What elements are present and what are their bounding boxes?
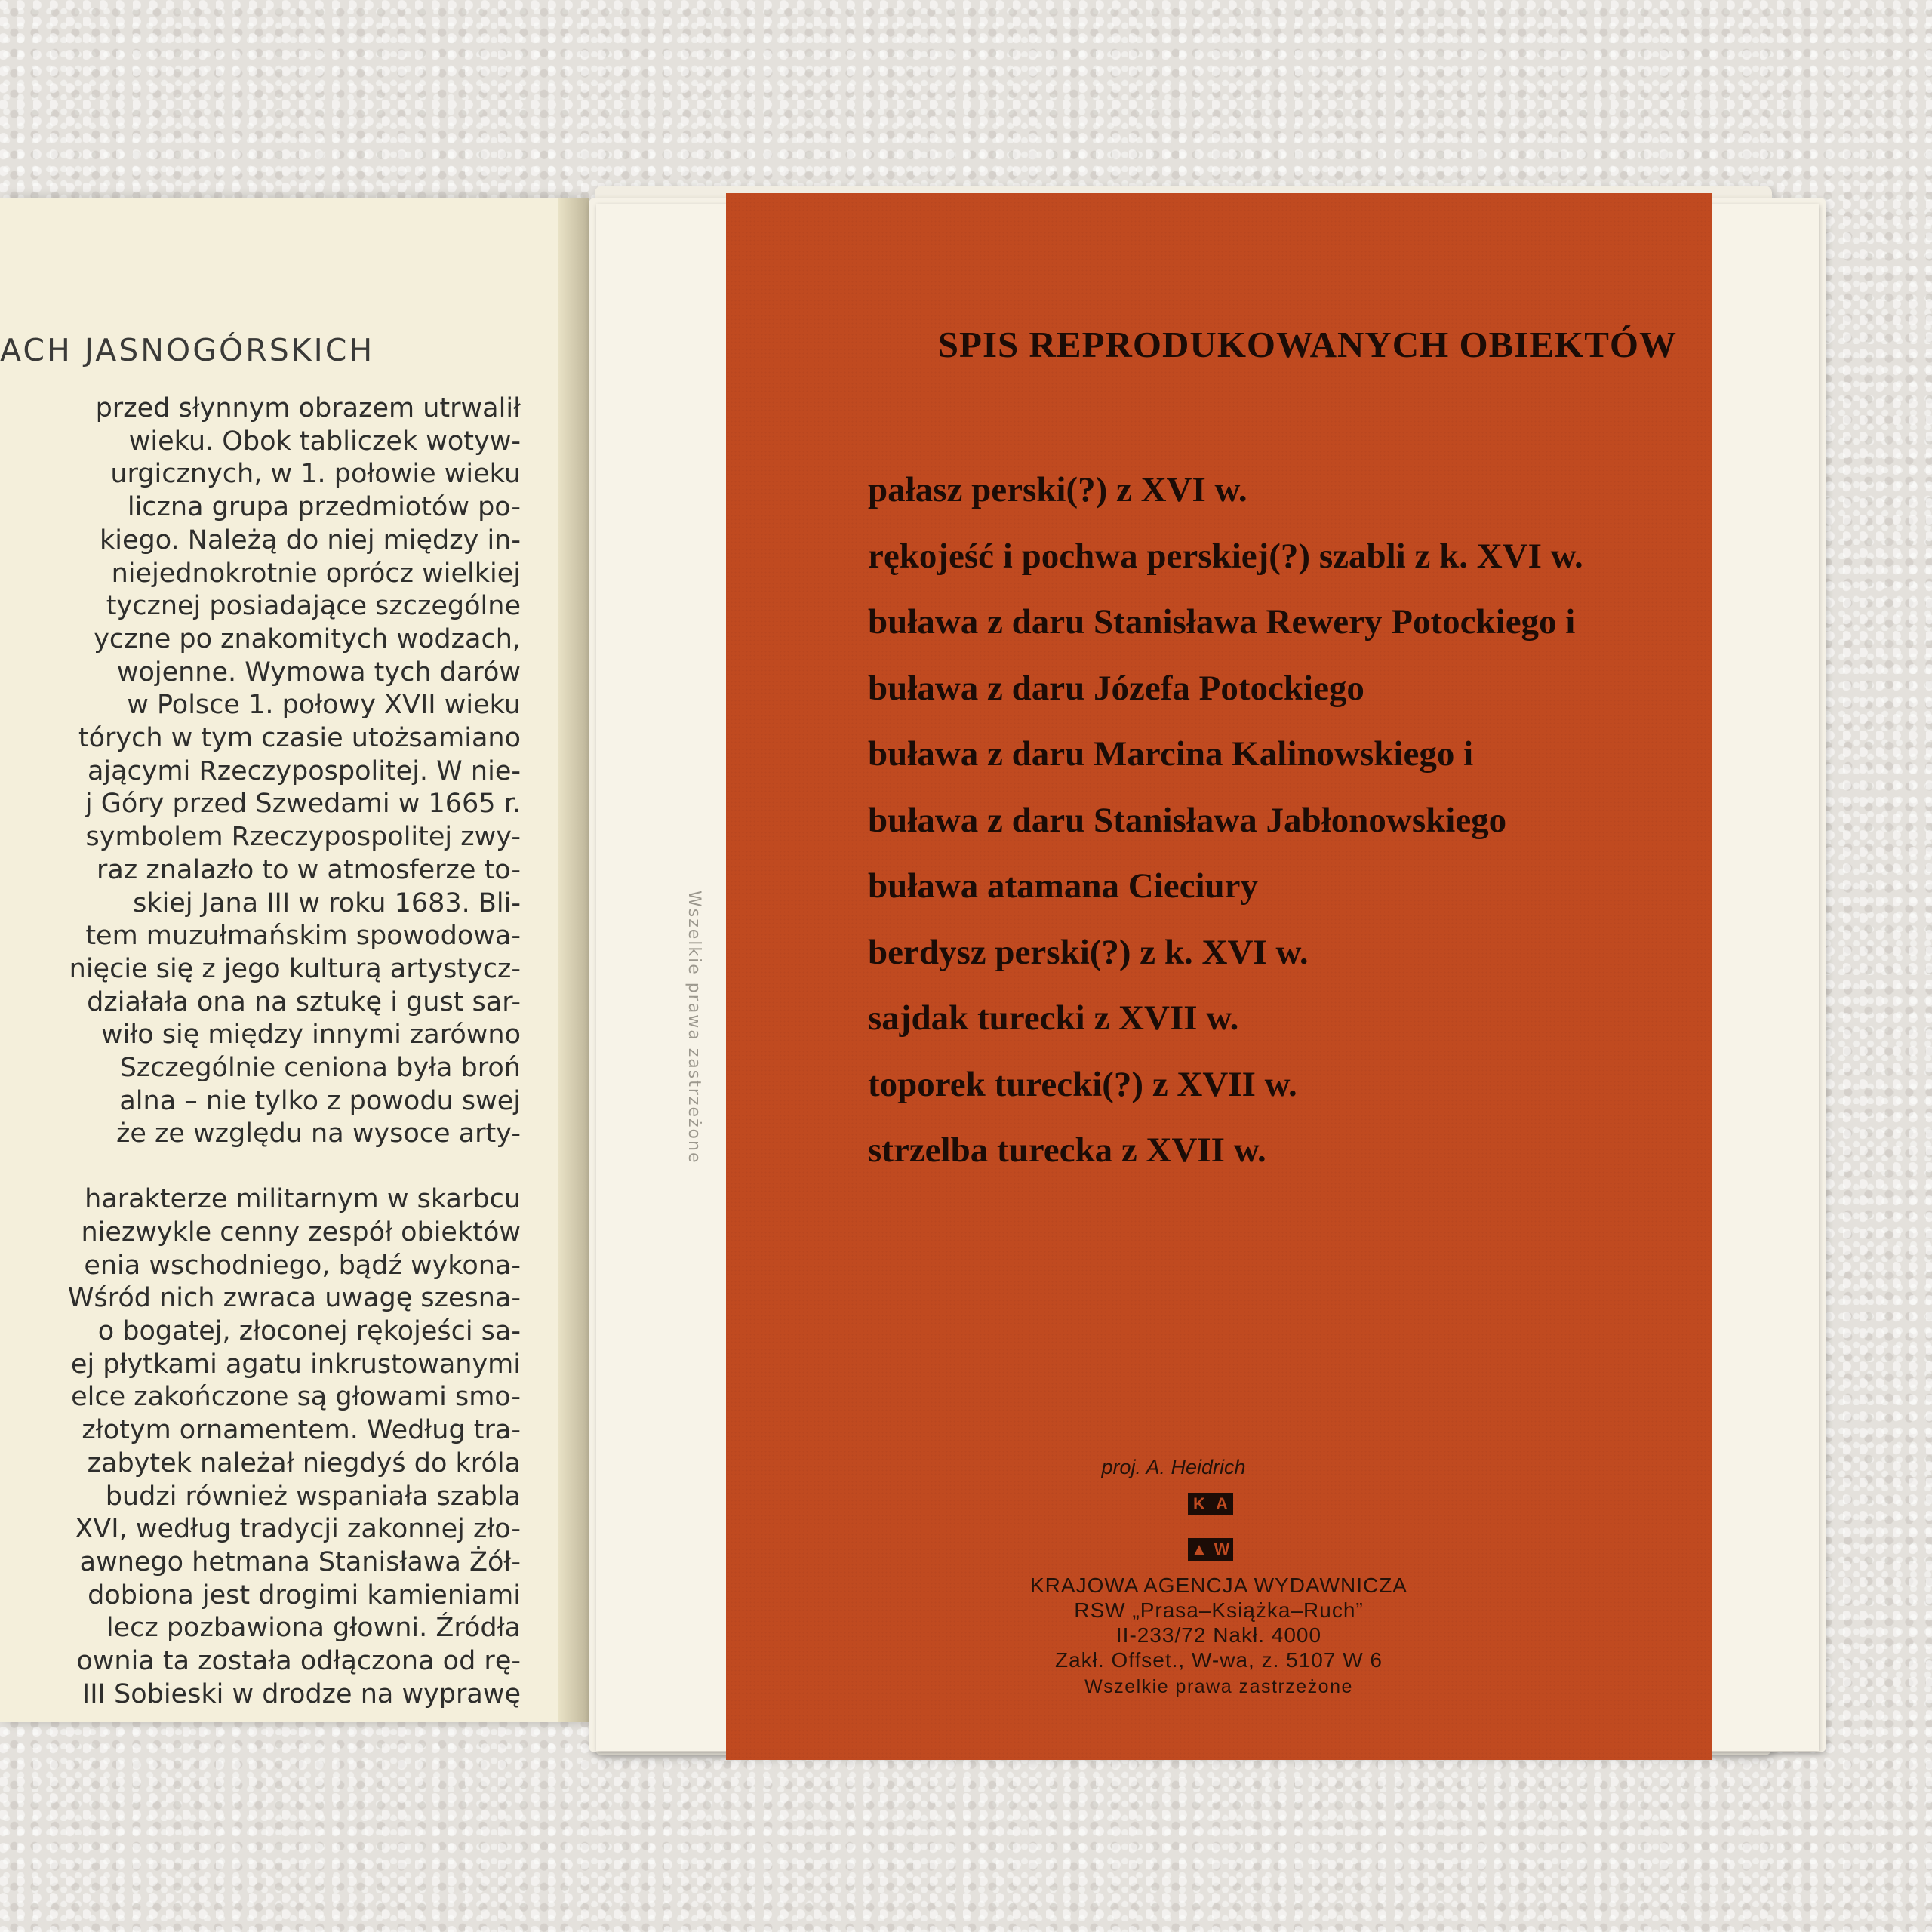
left-page-line: Wśród nich zwraca uwagę szesna- (67, 1283, 521, 1314)
left-page-line: alna – nie tylko z powodu swej (119, 1085, 521, 1116)
left-page-heading: ACH JASNOGÓRSKICH (0, 332, 375, 368)
left-page-line: Szczególnie ceniona była broń (119, 1053, 521, 1084)
object-list-item: buława z daru Marcina Kalinowskiego i (868, 734, 1474, 774)
left-page-line: ownia ta została odłączona od rę- (76, 1646, 521, 1677)
logo-letter-w: W (1211, 1538, 1233, 1561)
left-page-line: wiło się między innymi zarówno (100, 1020, 521, 1051)
left-page-line: III Sobieski w drodze na wyprawę (82, 1678, 521, 1709)
left-page-line: skiej Jana III w roku 1683. Bli- (133, 888, 521, 918)
left-page-line: ej płytkami agatu inkrustowanymi (70, 1349, 521, 1380)
logo-letter-a: A (1211, 1493, 1233, 1515)
left-page-line: nięcie się z jego kulturą artystycz- (69, 953, 521, 984)
logo-arrow-icon: ▲ (1188, 1538, 1211, 1561)
left-page-line: dobiona jest drogimi kamieniami (88, 1580, 521, 1611)
object-list-item: buława atamana Cieciury (868, 866, 1258, 906)
logo-letter-k: K (1188, 1493, 1211, 1515)
booklet-gutter (558, 198, 589, 1722)
object-list-item: toporek turecki(?) z XVII w. (868, 1064, 1297, 1104)
object-list-item: strzelba turecka z XVII w. (868, 1131, 1266, 1170)
left-page-line: symbolem Rzeczypospolitej zwy- (85, 822, 521, 853)
left-page-line: że ze względu na wysoce arty- (116, 1118, 521, 1149)
left-page-line: niezwykle cenny zespół obiektów (81, 1217, 521, 1247)
publisher-line: II-233/72 Nakł. 4000 (1115, 1623, 1322, 1647)
object-list-item: pałasz perski(?) z XVI w. (868, 470, 1247, 509)
left-page-line: awnego hetmana Stanisława Żół- (79, 1546, 521, 1577)
left-page-line: budzi również wspaniała szabla (105, 1481, 521, 1512)
contents-panel (726, 193, 1712, 1760)
left-page-line: wieku. Obok tabliczek wotyw- (128, 426, 521, 457)
card-spine-text: Wszelkie prawa zastrzeżone (685, 891, 703, 1164)
left-page-line: działała ona na sztukę i gust sar- (87, 986, 521, 1017)
left-page-line: przed słynnym obrazem utrwalił (95, 393, 521, 423)
left-page-line: raz znalazło to w atmosferze to- (97, 854, 521, 885)
left-page-line: enia wschodniego, bądź wykona- (84, 1250, 521, 1281)
left-page-text (0, 392, 521, 1711)
left-page-line: w Polsce 1. połowy XVII wieku (127, 690, 521, 721)
left-page-line: XVI, według tradycji zakonnej zło- (75, 1514, 521, 1545)
left-page-line: j Góry przed Szwedami w 1665 r. (85, 789, 521, 820)
left-page-line: kiego. Należą do niej między in- (100, 525, 521, 555)
left-page-line: lecz pozbawiona głowni. Źródła (106, 1613, 521, 1644)
left-page-line: niejednokrotnie oprócz wielkiej (111, 558, 521, 589)
publisher-line: Zakł. Offset., W-wa, z. 5107 W 6 (1055, 1648, 1383, 1672)
left-page-line: wojenne. Wymowa tych darów (116, 657, 521, 688)
left-page-line: tycznej posiadające szczególne (106, 591, 521, 622)
left-page-line: yczne po znakomitych wodzach, (94, 623, 521, 654)
publisher-line: KRAJOWA AGENCJA WYDAWNICZA (1030, 1574, 1407, 1597)
panel-title: SPIS REPRODUKOWANYCH OBIEKTÓW (937, 324, 1677, 365)
left-page-line: tem muzułmańskim spowodowa- (85, 921, 521, 952)
object-list-item: buława z daru Stanisława Jabłonowskiego (868, 800, 1507, 840)
object-list-item: rękojeść i pochwa perskiej(?) szabli z k. XVI w. (868, 536, 1583, 576)
object-list-item: sajdak turecki z XVII w. (868, 998, 1239, 1038)
left-page-line: ającymi Rzeczypospolitej. W nie- (87, 755, 521, 786)
left-page-line: o bogatej, złoconej rękojeści sa- (97, 1315, 521, 1346)
left-page-line: urgicznych, w 1. połowie wieku (110, 459, 521, 490)
left-page-line: zabytek należał niegdyś do króla (87, 1447, 521, 1478)
object-list (868, 457, 1698, 1184)
publisher-imprint (726, 1573, 1712, 1700)
publisher-line: Wszelkie prawa zastrzeżone (1084, 1676, 1353, 1697)
left-page-line: złotym ornamentem. Według tra- (82, 1415, 521, 1446)
left-page-line: harakterze militarnym w skarbcu (85, 1184, 521, 1215)
publisher-line: RSW „Prasa–Książka–Ruch” (1074, 1598, 1364, 1622)
kaw-logo (1165, 1493, 1233, 1561)
design-credit: proj. A. Heidrich (1101, 1456, 1246, 1478)
object-list-item: berdysz perski(?) z k. XVI w. (868, 932, 1309, 972)
object-list-item: buława z daru Stanisława Rewery Potockiego i (868, 602, 1576, 641)
left-page-line: liczna grupa przedmiotów po- (127, 492, 521, 523)
object-list-item: buława z daru Józefa Potockiego (868, 668, 1364, 708)
left-page-line (0, 1151, 521, 1183)
left-page-line: tórych w tym czasie utożsamiano (78, 723, 521, 754)
left-page-line: elce zakończone są głowami smo- (71, 1382, 521, 1413)
